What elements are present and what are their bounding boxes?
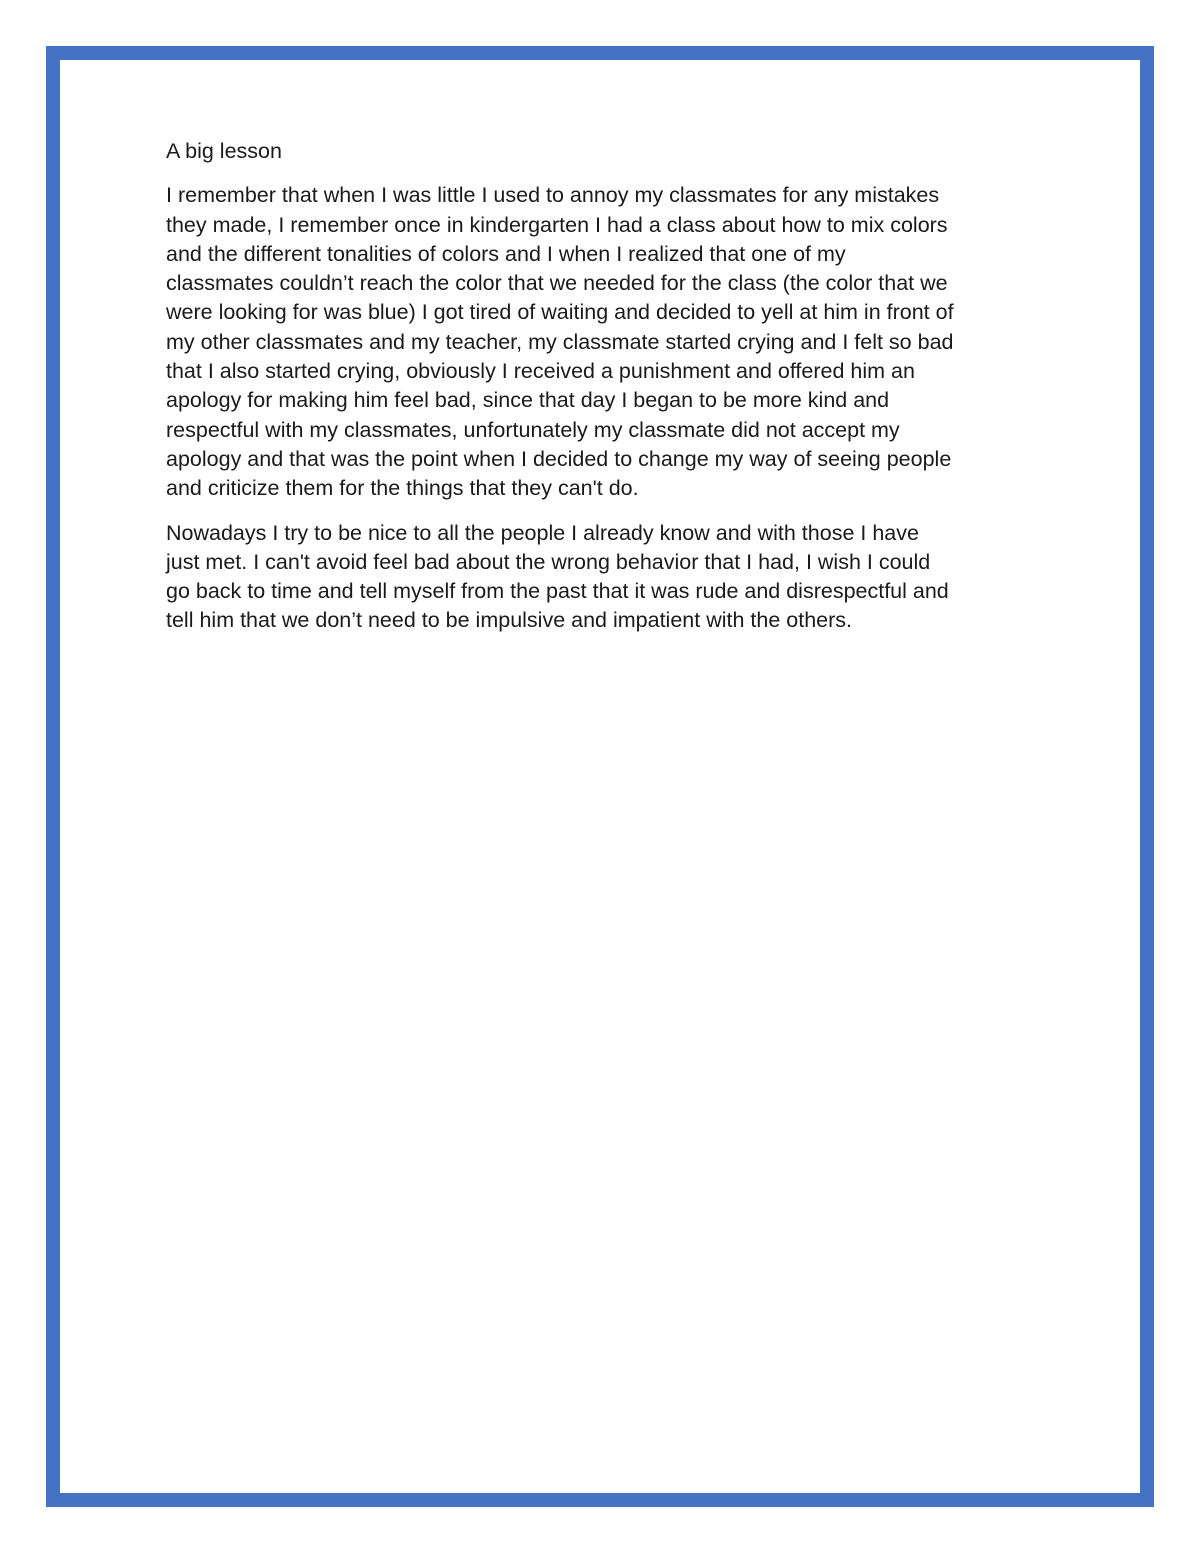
paragraph-line: classmates couldn’t reach the color that we needed for the class (the color that we bbox=[166, 271, 948, 296]
paragraph-line: go back to time and tell myself from the past that it was rude and disrespectful and bbox=[166, 579, 949, 604]
document-body bbox=[166, 137, 1046, 651]
document-title: A big lesson bbox=[166, 139, 282, 163]
paragraph-line: that I also started crying, obviously I received a punishment and offered him an bbox=[166, 359, 915, 384]
paragraph-line: just met. I can't avoid feel bad about the wrong behavior that I had, I wish I could bbox=[166, 549, 931, 574]
paragraph-line: respectful with my classmates, unfortunately my classmate did not accept my bbox=[166, 417, 900, 442]
paragraph-line: and the different tonalities of colors and I when I realized that one of my bbox=[166, 241, 846, 266]
paragraph-1 bbox=[166, 181, 1046, 503]
paragraph-line: they made, I remember once in kindergarten I had a class about how to mix colors bbox=[166, 212, 948, 237]
paragraph-line: apology for making him feel bad, since that day I began to be more kind and bbox=[166, 388, 890, 413]
paragraph-line: tell him that we don’t need to be impulsive and impatient with the others. bbox=[166, 608, 852, 633]
paragraph-2 bbox=[166, 519, 1046, 636]
paragraph-line: and criticize them for the things that they can't do. bbox=[166, 476, 639, 501]
paragraph-line: my other classmates and my teacher, my classmate started crying and I felt so bad bbox=[166, 329, 954, 354]
paragraph-line: apology and that was the point when I decided to change my way of seeing people bbox=[166, 446, 952, 471]
paragraph-line: Nowadays I try to be nice to all the people I already know and with those I have bbox=[166, 520, 919, 545]
paragraph-line: I remember that when I was little I used to annoy my classmates for any mistakes bbox=[166, 183, 940, 208]
paragraph-line: were looking for was blue) I got tired of waiting and decided to yell at him in front of bbox=[166, 300, 954, 325]
